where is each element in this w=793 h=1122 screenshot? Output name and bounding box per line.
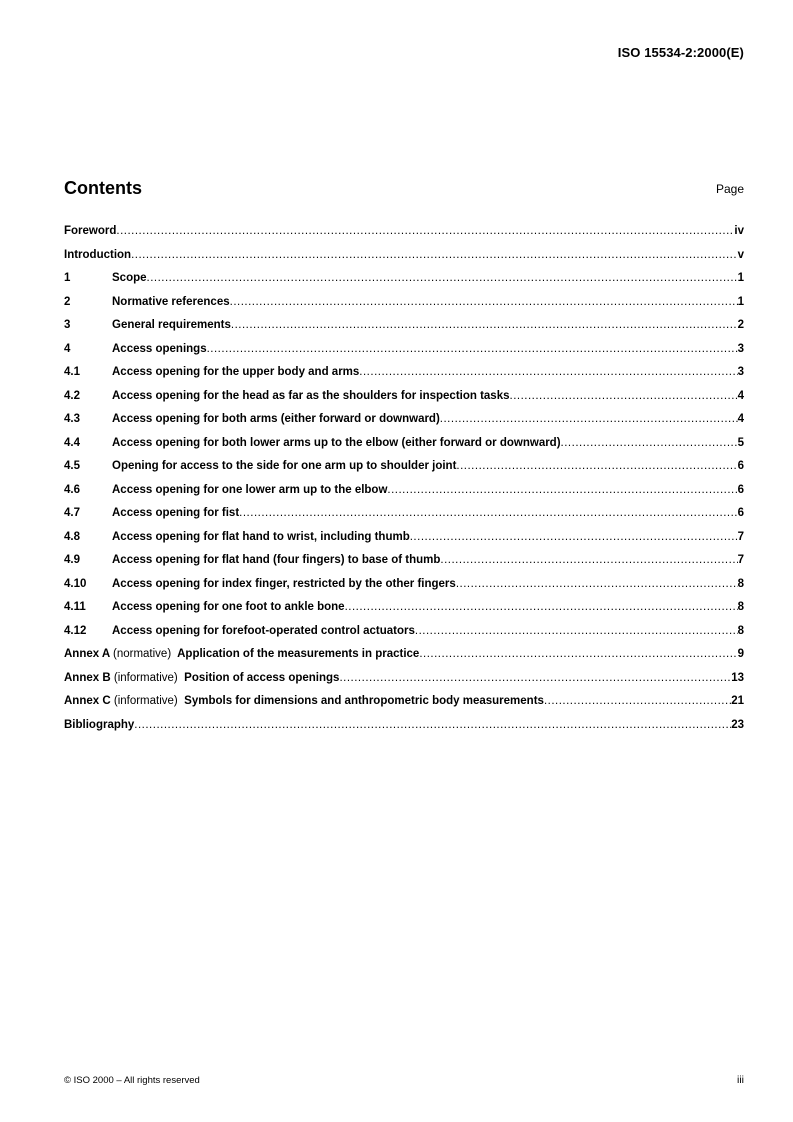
toc-entry-page: 3 xyxy=(737,366,744,378)
toc-entry-page: 2 xyxy=(737,319,744,331)
toc-entry-number: 4.3 xyxy=(64,413,80,425)
toc-entry-annex-c[interactable] xyxy=(64,695,744,719)
toc-entry-4-7[interactable] xyxy=(64,507,744,531)
toc-entry-page: 9 xyxy=(737,648,744,660)
dot-leader xyxy=(387,484,737,496)
toc-entry-4-2[interactable] xyxy=(64,390,744,414)
toc-entry-title: Normative references xyxy=(112,295,230,308)
annex-kind: (informative) xyxy=(113,695,178,707)
toc-entry-3[interactable] xyxy=(64,319,744,343)
toc-entry-4[interactable] xyxy=(64,343,744,367)
toc-entry-page: 6 xyxy=(737,460,744,472)
toc-entry-page: 4 xyxy=(737,389,744,402)
toc-entry-number: 4.4 xyxy=(64,436,80,449)
annex-label: Annex B xyxy=(64,671,111,684)
dot-leader xyxy=(231,319,738,331)
toc-entry-title: General requirements xyxy=(112,319,231,331)
dot-leader xyxy=(561,437,738,449)
dot-leader xyxy=(131,249,738,261)
toc-entry-title: Opening for access to the side for one arm up to shoulder joint xyxy=(112,460,457,472)
dot-leader xyxy=(207,343,738,355)
document-id: ISO 15534-2:2000(E) xyxy=(617,45,744,60)
toc-entry-title: Access opening for forefoot-operated control actuators xyxy=(112,624,415,637)
dot-leader xyxy=(147,272,738,284)
dot-leader xyxy=(456,578,738,590)
annex-heading xyxy=(64,672,339,684)
annex-heading xyxy=(64,648,419,660)
toc-entry-number: 3 xyxy=(64,319,71,331)
dot-leader xyxy=(359,366,737,378)
toc-entry-page: 23 xyxy=(731,718,744,731)
toc-entry-page: 6 xyxy=(737,483,744,496)
toc-entry-number: 1 xyxy=(64,272,71,284)
toc-entry-2[interactable] xyxy=(64,296,744,320)
annex-title: Position of access openings xyxy=(184,671,340,684)
toc-entry-page: 4 xyxy=(737,413,744,425)
page-number: iii xyxy=(737,1074,744,1086)
toc-entry-4-4[interactable] xyxy=(64,437,744,461)
toc-entry-title: Access opening for both arms (either forward or downward) xyxy=(112,413,440,425)
toc-entry-page: v xyxy=(737,248,744,261)
dot-leader xyxy=(345,601,738,613)
toc-entry-number: 4.10 xyxy=(64,577,87,590)
toc-entry-page: 7 xyxy=(737,554,744,566)
toc-entry-4-8[interactable] xyxy=(64,531,744,555)
dot-leader xyxy=(134,719,731,731)
toc-entry-title: Foreword xyxy=(64,225,117,237)
toc-entry-page: 1 xyxy=(737,295,744,308)
annex-title: Symbols for dimensions and anthropometric body measurements xyxy=(184,695,544,707)
toc-entry-title: Access opening for flat hand (four fingers) to base of thumb xyxy=(112,554,441,566)
toc-entry-title: Access opening for the head as far as the shoulders for inspection tasks xyxy=(112,389,510,402)
copyright-notice: © ISO 2000 – All rights reserved xyxy=(64,1075,200,1086)
toc-entry-number: 4.8 xyxy=(64,530,80,543)
toc-entry-4-10[interactable] xyxy=(64,578,744,602)
toc-entry-page: iv xyxy=(734,225,744,237)
annex-label: Annex C xyxy=(64,695,111,707)
table-of-contents xyxy=(64,225,744,742)
toc-entry-title: Access opening for one foot to ankle bone xyxy=(112,601,345,613)
toc-entry-number: 4.9 xyxy=(64,554,80,566)
toc-entry-number: 4.5 xyxy=(64,460,80,472)
contents-header xyxy=(64,175,744,199)
toc-entry-title: Access opening for the upper body and arms xyxy=(112,366,360,378)
contents-title: Contents xyxy=(64,178,142,198)
toc-entry-bibliography[interactable] xyxy=(64,719,744,743)
toc-entry-4-5[interactable] xyxy=(64,460,744,484)
toc-entry-title: Access openings xyxy=(112,342,207,355)
dot-leader xyxy=(440,554,737,566)
dot-leader xyxy=(410,531,738,543)
toc-entry-title: Access opening for index finger, restricted by the other fingers xyxy=(112,577,456,590)
toc-entry-4-3[interactable] xyxy=(64,413,744,437)
toc-entry-foreword[interactable] xyxy=(64,225,744,249)
toc-entry-page: 8 xyxy=(737,624,744,637)
toc-entry-title: Access opening for fist xyxy=(112,507,240,519)
toc-entry-title: Introduction xyxy=(64,248,132,261)
toc-entry-4-6[interactable] xyxy=(64,484,744,508)
toc-entry-title: Access opening for one lower arm up to the elbow xyxy=(112,483,388,496)
annex-heading xyxy=(64,695,544,707)
toc-entry-page: 6 xyxy=(737,507,744,519)
dot-leader xyxy=(116,225,734,237)
dot-leader xyxy=(339,672,731,684)
toc-entry-4-11[interactable] xyxy=(64,601,744,625)
toc-entry-number: 4.12 xyxy=(64,624,87,637)
toc-entry-number: 4.6 xyxy=(64,483,80,496)
annex-kind: (normative) xyxy=(113,648,172,660)
toc-entry-4-12[interactable] xyxy=(64,625,744,649)
dot-leader xyxy=(415,625,738,637)
toc-entry-title: Access opening for both lower arms up to the elbow (either forward or downward) xyxy=(112,436,561,449)
dot-leader xyxy=(456,460,737,472)
toc-entry-introduction[interactable] xyxy=(64,249,744,273)
toc-entry-title: Access opening for flat hand to wrist, including thumb xyxy=(112,530,410,543)
toc-entry-number: 4 xyxy=(64,342,71,355)
toc-entry-page: 21 xyxy=(731,695,744,707)
toc-entry-page: 8 xyxy=(737,601,744,613)
annex-title: Application of the measurements in practice xyxy=(177,648,420,660)
toc-entry-number: 4.11 xyxy=(64,601,86,613)
annex-label: Annex A xyxy=(64,648,110,660)
toc-entry-number: 4.7 xyxy=(64,507,80,519)
toc-entry-page: 8 xyxy=(737,577,744,590)
toc-entry-number: 2 xyxy=(64,295,71,308)
toc-entry-page: 13 xyxy=(731,671,744,684)
toc-entry-4-1[interactable] xyxy=(64,366,744,390)
toc-entry-annex-a[interactable] xyxy=(64,648,744,672)
toc-entry-page: 3 xyxy=(737,342,744,355)
dot-leader xyxy=(230,296,738,308)
dot-leader xyxy=(239,507,737,519)
toc-entry-page: 1 xyxy=(737,272,744,284)
dot-leader xyxy=(544,695,731,707)
toc-entry-number: 4.2 xyxy=(64,389,80,402)
toc-entry-annex-b[interactable] xyxy=(64,672,744,696)
page-column-label: Page xyxy=(715,182,744,196)
dot-leader xyxy=(440,413,738,425)
toc-entry-page: 7 xyxy=(737,530,744,543)
toc-entry-number: 4.1 xyxy=(64,366,80,378)
toc-entry-title: Bibliography xyxy=(64,718,135,731)
toc-entry-1[interactable] xyxy=(64,272,744,296)
dot-leader xyxy=(510,390,738,402)
toc-entry-4-9[interactable] xyxy=(64,554,744,578)
toc-entry-title: Scope xyxy=(112,272,147,284)
annex-kind: (informative) xyxy=(113,671,178,684)
toc-entry-page: 5 xyxy=(737,436,744,449)
dot-leader xyxy=(419,648,737,660)
